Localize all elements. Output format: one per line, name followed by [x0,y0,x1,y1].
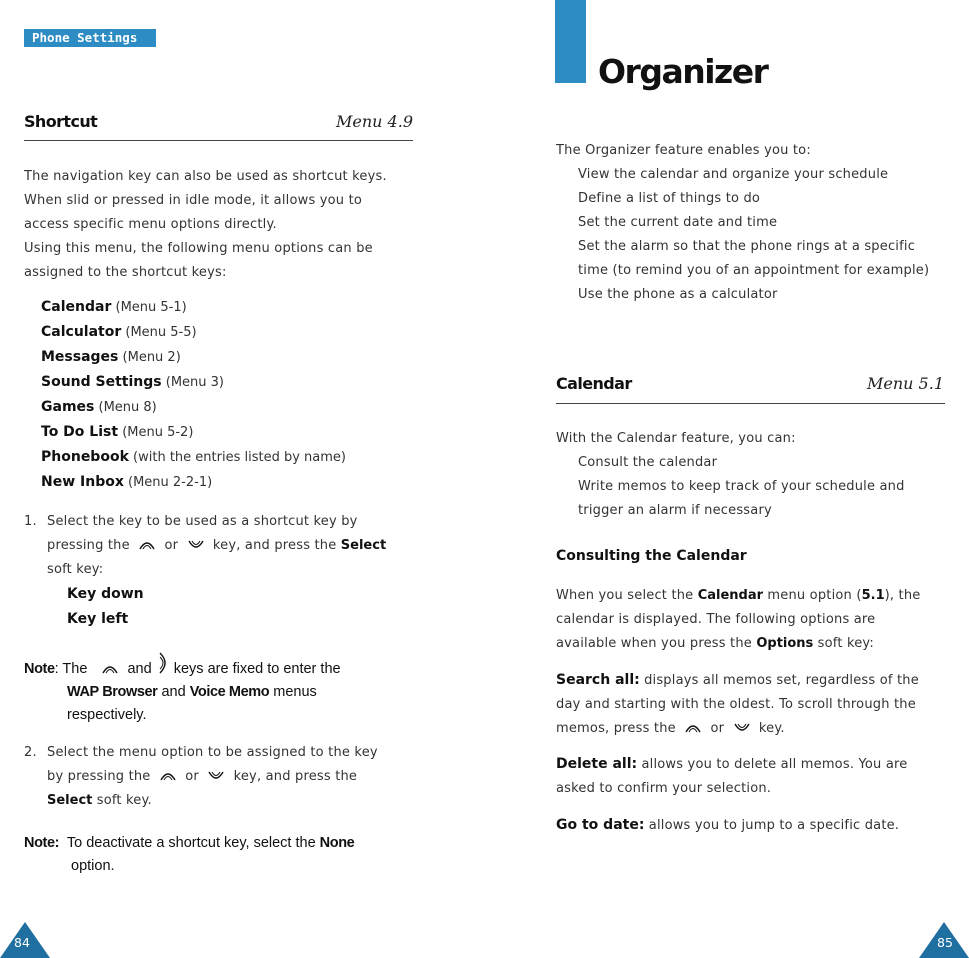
key-option: Key left [67,611,129,627]
heading-rule [24,140,413,141]
list-item: Messages (Menu 2) [41,349,181,365]
organizer-intro [556,139,956,307]
paragraph-line: memos, press the or key. [556,721,785,736]
consulting-paragraph [556,584,956,656]
nav-up-key-icon [138,539,156,551]
intro-line: With the Calendar feature, you can: [556,431,796,446]
list-item: Calendar (Menu 5-1) [41,299,187,315]
note-1-line: Note: The and keys are fixed to enter the [24,652,414,681]
note-2-line: Note: To deactivate a shortcut key, select the None [24,835,355,851]
note-1-line: respectively. [67,707,147,723]
list-item: New Inbox (Menu 2-2-1) [41,474,213,490]
nav-up-key-icon [101,663,119,675]
note-2-line: option. [71,858,115,874]
list-item: To Do List (Menu 5-2) [41,424,194,440]
nav-up-key-icon [159,770,177,782]
calendar-menu-reference: Menu 5.1 [867,374,944,393]
section-tab: Phone Settings [24,29,156,47]
list-item: Games (Menu 8) [41,399,157,415]
paragraph-line: When you select the Calendar menu option (5.1), the [556,588,921,603]
intro-line: The Organizer feature enables you to: [556,143,811,158]
feature-item: Set the alarm so that the phone rings at a specific [578,239,916,254]
calendar-heading: Calendar [556,374,632,393]
calendar-intro [556,427,956,523]
feature-item: View the calendar and organize your schedule [578,167,889,182]
intro-line: The navigation key can also be used as shortcut keys. [24,169,387,184]
page-number: 84 [14,935,30,950]
key-option: Key down [67,586,144,602]
feature-item: Write memos to keep track of your schedule and [578,479,905,494]
step-2-line: by pressing the or key, and press the [47,769,358,784]
list-item: Sound Settings (Menu 3) [41,374,225,390]
list-item: Calculator (Menu 5-5) [41,324,197,340]
nav-up-key-icon [684,722,702,734]
consulting-heading: Consulting the Calendar [556,548,747,564]
go-to-date-paragraph [556,813,956,838]
feature-item: Define a list of things to do [578,191,761,206]
nav-down-key-icon [187,539,205,551]
paragraph-line: asked to confirm your selection. [556,781,772,796]
paragraph-line: day and starting with the oldest. To scroll through the [556,697,916,712]
list-item: Phonebook (with the entries listed by name) [41,449,346,465]
intro-line: assigned to the shortcut keys: [24,265,227,280]
step-1-number: 1. [24,514,37,529]
calendar-heading-rule [556,403,945,404]
nav-right-key-icon [158,652,168,674]
note-1-line: WAP Browser and Voice Memo menus [67,684,317,700]
step-2-line: Select soft key. [47,793,152,808]
search-all-paragraph [556,668,956,741]
page-number: 85 [937,935,953,950]
step-1 [47,510,417,632]
note-1 [24,652,414,727]
paragraph-line: available when you press the Options soft key: [556,636,874,651]
step-1-line: Select the key to be used as a shortcut key by [47,514,358,529]
feature-item: time (to remind you of an appointment for example) [578,263,930,278]
step-2 [47,741,417,813]
nav-down-key-icon [733,722,751,734]
chapter-title: Organizer [598,52,768,91]
intro-paragraph [24,165,419,285]
step-1-line: soft key: [47,562,104,577]
step-2-number: 2. [24,745,37,760]
section-heading: Shortcut [24,112,98,131]
nav-down-key-icon [207,770,225,782]
intro-line: When slid or pressed in idle mode, it allows you to [24,193,363,208]
intro-line: Using this menu, the following menu options can be [24,241,373,256]
feature-item: Set the current date and time [578,215,778,230]
paragraph-line: calendar is displayed. The following options are [556,612,876,627]
feature-item: Consult the calendar [578,455,718,470]
paragraph-line: Delete all: allows you to delete all memos. You are [556,756,908,772]
paragraph-line: Search all: displays all memos set, regardless of the [556,672,919,688]
shortcut-options-list [41,295,346,495]
feature-item: trigger an alarm if necessary [578,503,772,518]
menu-reference: Menu 4.9 [336,112,413,131]
note-2 [24,832,414,878]
feature-item: Use the phone as a calculator [578,287,778,302]
paragraph-line: Go to date: allows you to jump to a specific date. [556,817,900,833]
step-2-line: Select the menu option to be assigned to the key [47,745,378,760]
intro-line: access specific menu options directly. [24,217,277,232]
chapter-marker [555,0,586,83]
step-1-line: pressing the or key, and press the Select [47,538,387,553]
delete-all-paragraph [556,752,956,801]
